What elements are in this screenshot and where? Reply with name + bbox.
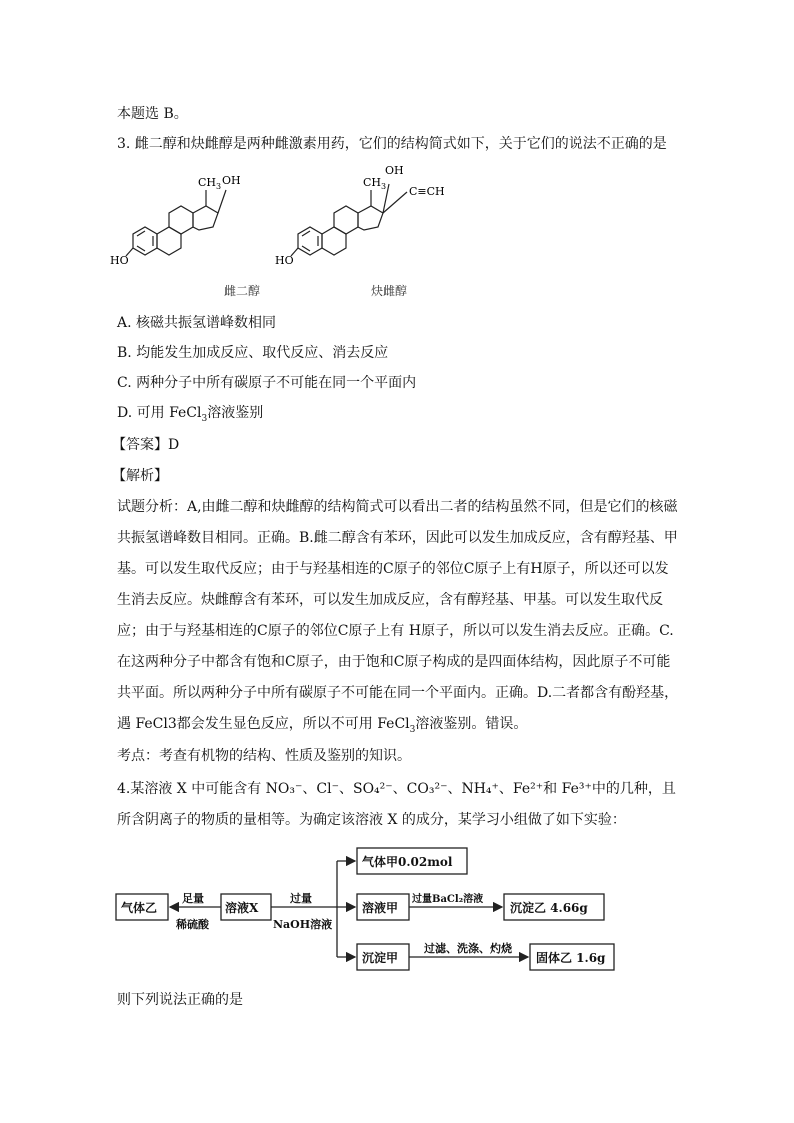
process-label: 过滤、洗涤、灼烧 (424, 942, 512, 955)
arrow-mid-top-label: 过量 (290, 892, 312, 905)
q4-stem: 4.某溶液 X 中可能含有 NO₃⁻、Cl⁻、SO₄²⁻、CO₃²⁻、NH₄⁺、Fe²⁺和 Fe³⁺中的几种，且所含阴离子的物质的量相等。为确定该溶液 X 的成分，某学习小组做了如下实验： (117, 781, 676, 828)
q4-closing: 则下列说法正确的是 (117, 992, 243, 1008)
analysis-paragraph: 试题分析：A,由雌二醇和炔雌醇的结构简式可以看出二者的结构虽然不同，但是它们的核磁共振氢谱峰数目相同。正确。B.雌二醇含有苯环，因此可以发生加成反应，含有醇羟基、甲基。可以发生取代反应；由于与羟基相连的C原子的邻位C原子上有H原子，所以还可以发生消去反应。炔雌醇含有苯环，可以发生加成反应，含有醇羟基、甲基。可以发生取代反应；由于与羟基相连的C原子的邻位C原子上有 H原子，所以可以发生消去反应。正确。C. 在这两种分子中都含有饱和C原子，由于饱和C原子构成的是四面体结构，因此原子不可能共平面。所以两种分子中所有碳原子不可能在同一个平面内。正确。D.二者都含有酚羟基，遇 FeCl3都会发生显色反应，所以不可用 FeCl$_3$溶液鉴别。错误。 (117, 499, 679, 735)
experiment-flowchart (108, 838, 628, 973)
option-d: D. 可用 FeCl$_3$溶液鉴别 (117, 405, 264, 424)
solution-jia-label: 溶液甲 (362, 901, 399, 915)
ethinylestradiol-name: 炔雌醇 (371, 284, 408, 298)
ho-label: HO (110, 254, 129, 267)
structure-estradiol (110, 160, 280, 275)
option-b: B. 均能发生加成反应、取代反应、消去反应 (117, 345, 389, 361)
oh-label: OH (385, 164, 404, 177)
ho-label: HO (275, 254, 294, 267)
gas-jia-label: 气体甲0.02mol (362, 855, 453, 869)
arrow-mid-bottom-label: NaOH溶液 (273, 918, 333, 931)
solid-yi-label: 固体乙 1.6g (536, 951, 606, 965)
option-c: C. 两种分子中所有碳原子不可能在同一个平面内 (117, 375, 417, 391)
estradiol-name: 雌二醇 (224, 284, 261, 298)
precip-jia-label: 沉淀甲 (362, 951, 399, 965)
kaodian: 考点：考查有机物的结构、性质及鉴别的知识。 (117, 748, 411, 764)
answer: 【答案】D (112, 437, 180, 453)
bacl2-label: 过量BaCl₂溶液 (412, 894, 484, 905)
q3-stem: 3. 雌二醇和炔雌醇是两种雌激素用药，它们的结构简式如下，关于它们的说法不正确的是 (117, 136, 667, 152)
structure-ethinylestradiol (275, 160, 485, 275)
precip-yi-label: 沉淀乙 4.66g (510, 901, 588, 915)
oh-label: OH (222, 174, 241, 187)
arrow-left-top-label: 足量 (182, 892, 204, 905)
analysis-header: 【解析】 (112, 468, 168, 484)
ch3-label: $CH_3$ (363, 176, 387, 191)
solution-x-label: 溶液X (225, 901, 259, 915)
ch3-label: $CH_3$ (198, 176, 222, 191)
arrow-left-bottom-label: 稀硫酸 (176, 918, 209, 931)
gas-yi-label: 气体乙 (121, 901, 158, 915)
intro-line: 本题选 B。 (117, 106, 188, 122)
option-a: A. 核磁共振氢谱峰数相同 (117, 315, 277, 331)
alkyne-label: C≡CH (409, 185, 445, 198)
